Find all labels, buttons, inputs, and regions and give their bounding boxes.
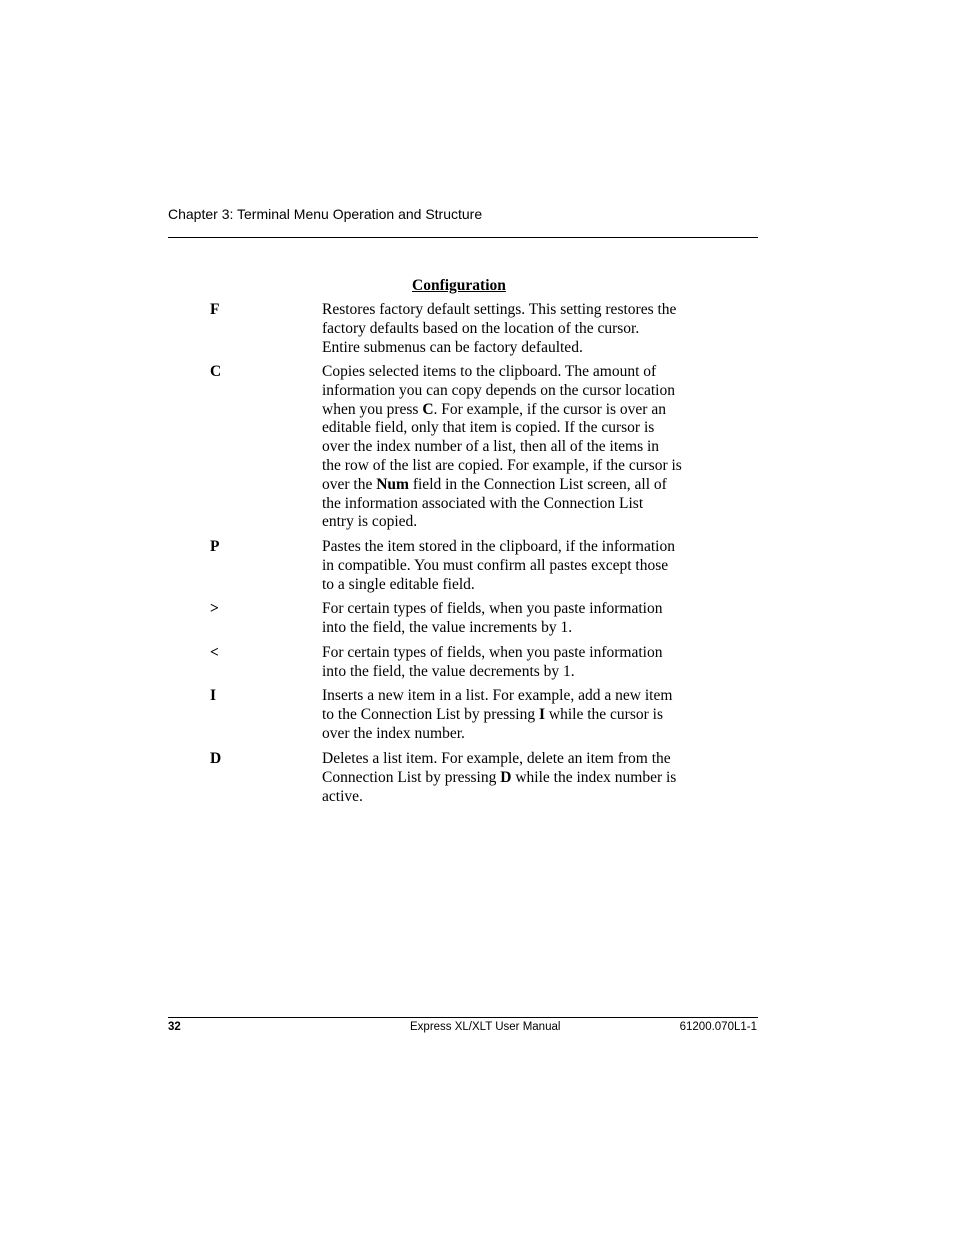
description-text: . For example, if the cursor is over an	[433, 400, 666, 418]
description-line	[322, 401, 717, 420]
description-line	[322, 301, 717, 320]
description-text: when you press	[322, 400, 423, 418]
document-part-number: 61200.070L1-1	[679, 1021, 757, 1033]
description-line	[322, 750, 717, 769]
key-label: I	[210, 687, 217, 704]
description-text: Restores factory default settings. This setting restores the	[322, 301, 677, 318]
key-label: C	[210, 363, 222, 380]
description-line	[322, 457, 717, 476]
description-text: into the field, the value decrements by 1.	[322, 662, 575, 680]
bold-key-reference: I	[538, 705, 546, 723]
description-text: active.	[322, 787, 363, 805]
description-line	[322, 600, 717, 619]
manual-title: Express XL/XLT User Manual	[410, 1021, 561, 1033]
description-text: in compatible. You must confirm all pastes except those	[322, 556, 669, 574]
key-label: >	[210, 600, 219, 617]
description-line	[322, 339, 717, 358]
description-text: entry is copied.	[322, 513, 418, 531]
description-line	[322, 706, 717, 725]
key-description	[322, 687, 717, 743]
description-text: Inserts a new item in a list. For example, add a new item	[322, 687, 673, 704]
section-heading: Configuration	[412, 277, 506, 294]
description-line	[322, 663, 717, 682]
description-line	[322, 495, 717, 514]
key-label: F	[210, 301, 220, 318]
key-label: <	[210, 644, 219, 661]
description-line	[322, 687, 717, 706]
description-line	[322, 538, 717, 557]
bold-key-reference: D	[500, 768, 512, 786]
description-text: while the cursor is	[545, 705, 663, 723]
bold-key-reference: Num	[376, 475, 409, 493]
description-text: factory defaults based on the location of the cursor.	[322, 319, 640, 337]
description-line	[322, 419, 717, 438]
key-description	[322, 600, 717, 638]
description-line	[322, 769, 717, 788]
description-line	[322, 557, 717, 576]
key-description	[322, 301, 717, 357]
description-line	[322, 644, 717, 663]
description-text: Pastes the item stored in the clipboard, if the information	[322, 538, 675, 555]
description-text: For certain types of fields, when you paste information	[322, 600, 663, 617]
description-line	[322, 619, 717, 638]
description-line	[322, 476, 717, 495]
description-text: information you can copy depends on the cursor location	[322, 381, 675, 399]
key-description	[322, 750, 717, 806]
description-text: to the Connection List by pressing	[322, 705, 539, 723]
description-text: editable field, only that item is copied. If the cursor is	[322, 419, 655, 437]
description-line	[322, 788, 717, 807]
description-text: Connection List by pressing	[322, 768, 501, 786]
description-line	[322, 382, 717, 401]
key-label: P	[210, 538, 220, 555]
description-text: to a single editable field.	[322, 575, 475, 593]
description-line	[322, 320, 717, 339]
key-label: D	[210, 750, 222, 767]
description-text: over the index number of a list, then all of the items in	[322, 438, 660, 456]
key-description	[322, 644, 717, 682]
description-line	[322, 438, 717, 457]
description-text: the row of the list are copied. For example, if the cursor is	[322, 456, 682, 474]
description-text: over the index number.	[322, 724, 465, 742]
description-text: the information associated with the Connection List	[322, 494, 644, 512]
key-description	[322, 538, 717, 594]
description-text: For certain types of fields, when you paste information	[322, 644, 663, 661]
description-text: Copies selected items to the clipboard. The amount of	[322, 363, 657, 380]
description-line	[322, 513, 717, 532]
footer-divider	[168, 1017, 758, 1018]
key-description	[322, 363, 717, 532]
running-header-title: Chapter 3: Terminal Menu Operation and Structure	[168, 206, 483, 222]
description-text: over the	[322, 475, 377, 493]
description-text: into the field, the value increments by 1.	[322, 618, 573, 636]
page-number: 32	[168, 1021, 181, 1033]
description-line	[322, 725, 717, 744]
bold-key-reference: C	[422, 400, 434, 418]
description-line	[322, 576, 717, 595]
description-line	[322, 363, 717, 382]
description-text: while the index number is	[511, 768, 677, 786]
description-text: Deletes a list item. For example, delete an item from the	[322, 750, 671, 767]
description-text: Entire submenus can be factory defaulted.	[322, 338, 583, 356]
description-text: field in the Connection List screen, all of	[408, 475, 667, 493]
